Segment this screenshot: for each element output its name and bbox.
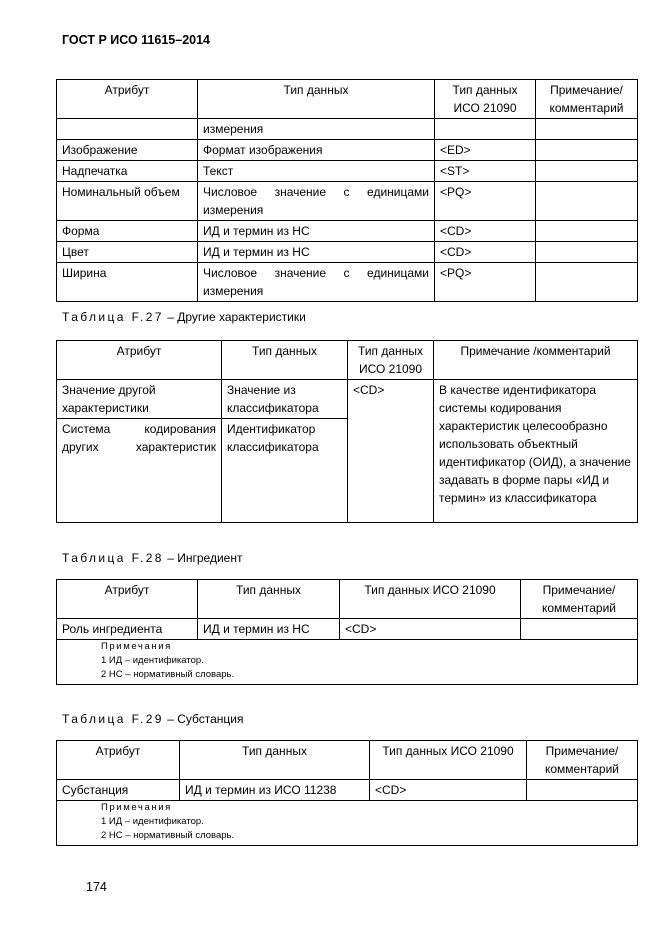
table-f29 [56, 740, 638, 846]
notes-cell [57, 640, 638, 685]
table-header-row [57, 341, 638, 380]
col-header-comment: Примечание /комментарий [434, 341, 638, 380]
col-header-datatype: Тип данных [222, 341, 348, 380]
cell-datatype: Идентификатор классификатора [222, 419, 348, 523]
col-header-datatype: Тип данных [198, 580, 340, 619]
table-row [57, 140, 638, 161]
table-row [57, 619, 638, 640]
cell-datatype: Значение из классификатора [222, 380, 348, 419]
caption-label: Таблица F.28 [62, 551, 164, 565]
table-row [57, 780, 638, 801]
notes-title: Примечания [101, 802, 172, 813]
cell-iso: <CD> [340, 619, 521, 640]
caption-label: Таблица F.29 [62, 712, 164, 726]
col-header-comment: Примечание/ комментарий [521, 580, 638, 619]
cell-comment [527, 780, 638, 801]
cell-iso [435, 119, 536, 140]
cell-datatype: ИД и термин из ИСО 11238 [180, 780, 370, 801]
col-header-datatype: Тип данных [180, 741, 370, 780]
notes-row [57, 801, 638, 846]
cell-comment [536, 182, 638, 221]
cell-attribute [57, 119, 198, 140]
cell-iso: <ST> [435, 161, 536, 182]
note-item: 1 ИД – идентификатор. [101, 816, 204, 827]
caption-title: – Субстанция [167, 712, 244, 726]
cell-datatype: ИД и термин из НС [198, 619, 340, 640]
table-f29-caption [62, 712, 244, 726]
table-row [57, 161, 638, 182]
col-header-attribute: Атрибут [57, 341, 222, 380]
table-row [57, 380, 638, 419]
col-header-attribute: Атрибут [57, 80, 198, 119]
notes-cell [57, 801, 638, 846]
cell-comment [536, 263, 638, 302]
cell-attribute: Цвет [57, 242, 198, 263]
cell-comment [536, 221, 638, 242]
cell-comment [536, 161, 638, 182]
table-row [57, 242, 638, 263]
table-prev [56, 79, 638, 302]
cell-datatype: ИД и термин из НС [198, 221, 435, 242]
caption-title: – Другие характеристики [167, 310, 306, 324]
col-header-iso-datatype: Тип данных ИСО 21090 [348, 341, 434, 380]
cell-attribute: Изображение [57, 140, 198, 161]
cell-comment [536, 140, 638, 161]
cell-attribute: Номинальный объем [57, 182, 198, 221]
note-item: 2 НС – нормативный словарь. [101, 830, 235, 841]
table-header-row [57, 741, 638, 780]
cell-comment [536, 242, 638, 263]
notes-title: Примечания [101, 641, 172, 652]
notes-row [57, 640, 638, 685]
cell-attribute: Субстанция [57, 780, 180, 801]
cell-attribute: Надпечатка [57, 161, 198, 182]
cell-attribute: Роль ингредиента [57, 619, 198, 640]
table-f27-caption [62, 310, 306, 324]
cell-comment: В качестве идентификатора системы кодирования характеристик целесообразно использовать объектный идентификатор (ОИД), а значение задавать в форме пары «ИД и термин» из классификатора [434, 380, 638, 523]
note-item: 2 НС – нормативный словарь. [101, 669, 235, 680]
cell-iso: <ED> [435, 140, 536, 161]
cell-iso: <CD> [435, 221, 536, 242]
table-row [57, 182, 638, 221]
table-f28 [56, 579, 638, 685]
document-header: ГОСТ Р ИСО 11615–2014 [62, 33, 211, 47]
caption-label: Таблица F.27 [62, 310, 164, 324]
table-f28-caption [62, 551, 242, 565]
cell-comment [536, 119, 638, 140]
cell-iso: <PQ> [435, 182, 536, 221]
col-header-iso-datatype: Тип данных ИСО 21090 [370, 741, 527, 780]
table-header-row [57, 580, 638, 619]
col-header-attribute: Атрибут [57, 580, 198, 619]
col-header-attribute: Атрибут [57, 741, 180, 780]
cell-datatype: Числовое значение с единицами измерения [198, 263, 435, 302]
table-row [57, 263, 638, 302]
cell-datatype: Формат изображения [198, 140, 435, 161]
cell-iso: <CD> [370, 780, 527, 801]
table-row [57, 221, 638, 242]
cell-iso: <CD> [435, 242, 536, 263]
cell-attribute: Ширина [57, 263, 198, 302]
table-row [57, 119, 638, 140]
table-f27 [56, 340, 638, 523]
cell-attribute: Форма [57, 221, 198, 242]
cell-iso: <CD> [348, 380, 434, 523]
col-header-datatype: Тип данных [198, 80, 435, 119]
caption-title: – Ингредиент [167, 551, 243, 565]
cell-datatype: ИД и термин из НС [198, 242, 435, 263]
note-item: 1 ИД – идентификатор. [101, 655, 204, 666]
cell-datatype: Текст [198, 161, 435, 182]
col-header-iso-datatype: Тип данных ИСО 21090 [435, 80, 536, 119]
cell-iso: <PQ> [435, 263, 536, 302]
cell-attribute: Система кодирования других характеристик [57, 419, 222, 523]
cell-comment [521, 619, 638, 640]
col-header-comment: Примечание/ комментарий [527, 741, 638, 780]
table-header-row [57, 80, 638, 119]
cell-attribute: Значение другой характеристики [57, 380, 222, 419]
cell-datatype: измерения [198, 119, 435, 140]
page-number: 174 [86, 880, 107, 894]
col-header-iso-datatype: Тип данных ИСО 21090 [340, 580, 521, 619]
col-header-comment: Примечание/ комментарий [536, 80, 638, 119]
cell-datatype: Числовое значение с единицами измерения [198, 182, 435, 221]
